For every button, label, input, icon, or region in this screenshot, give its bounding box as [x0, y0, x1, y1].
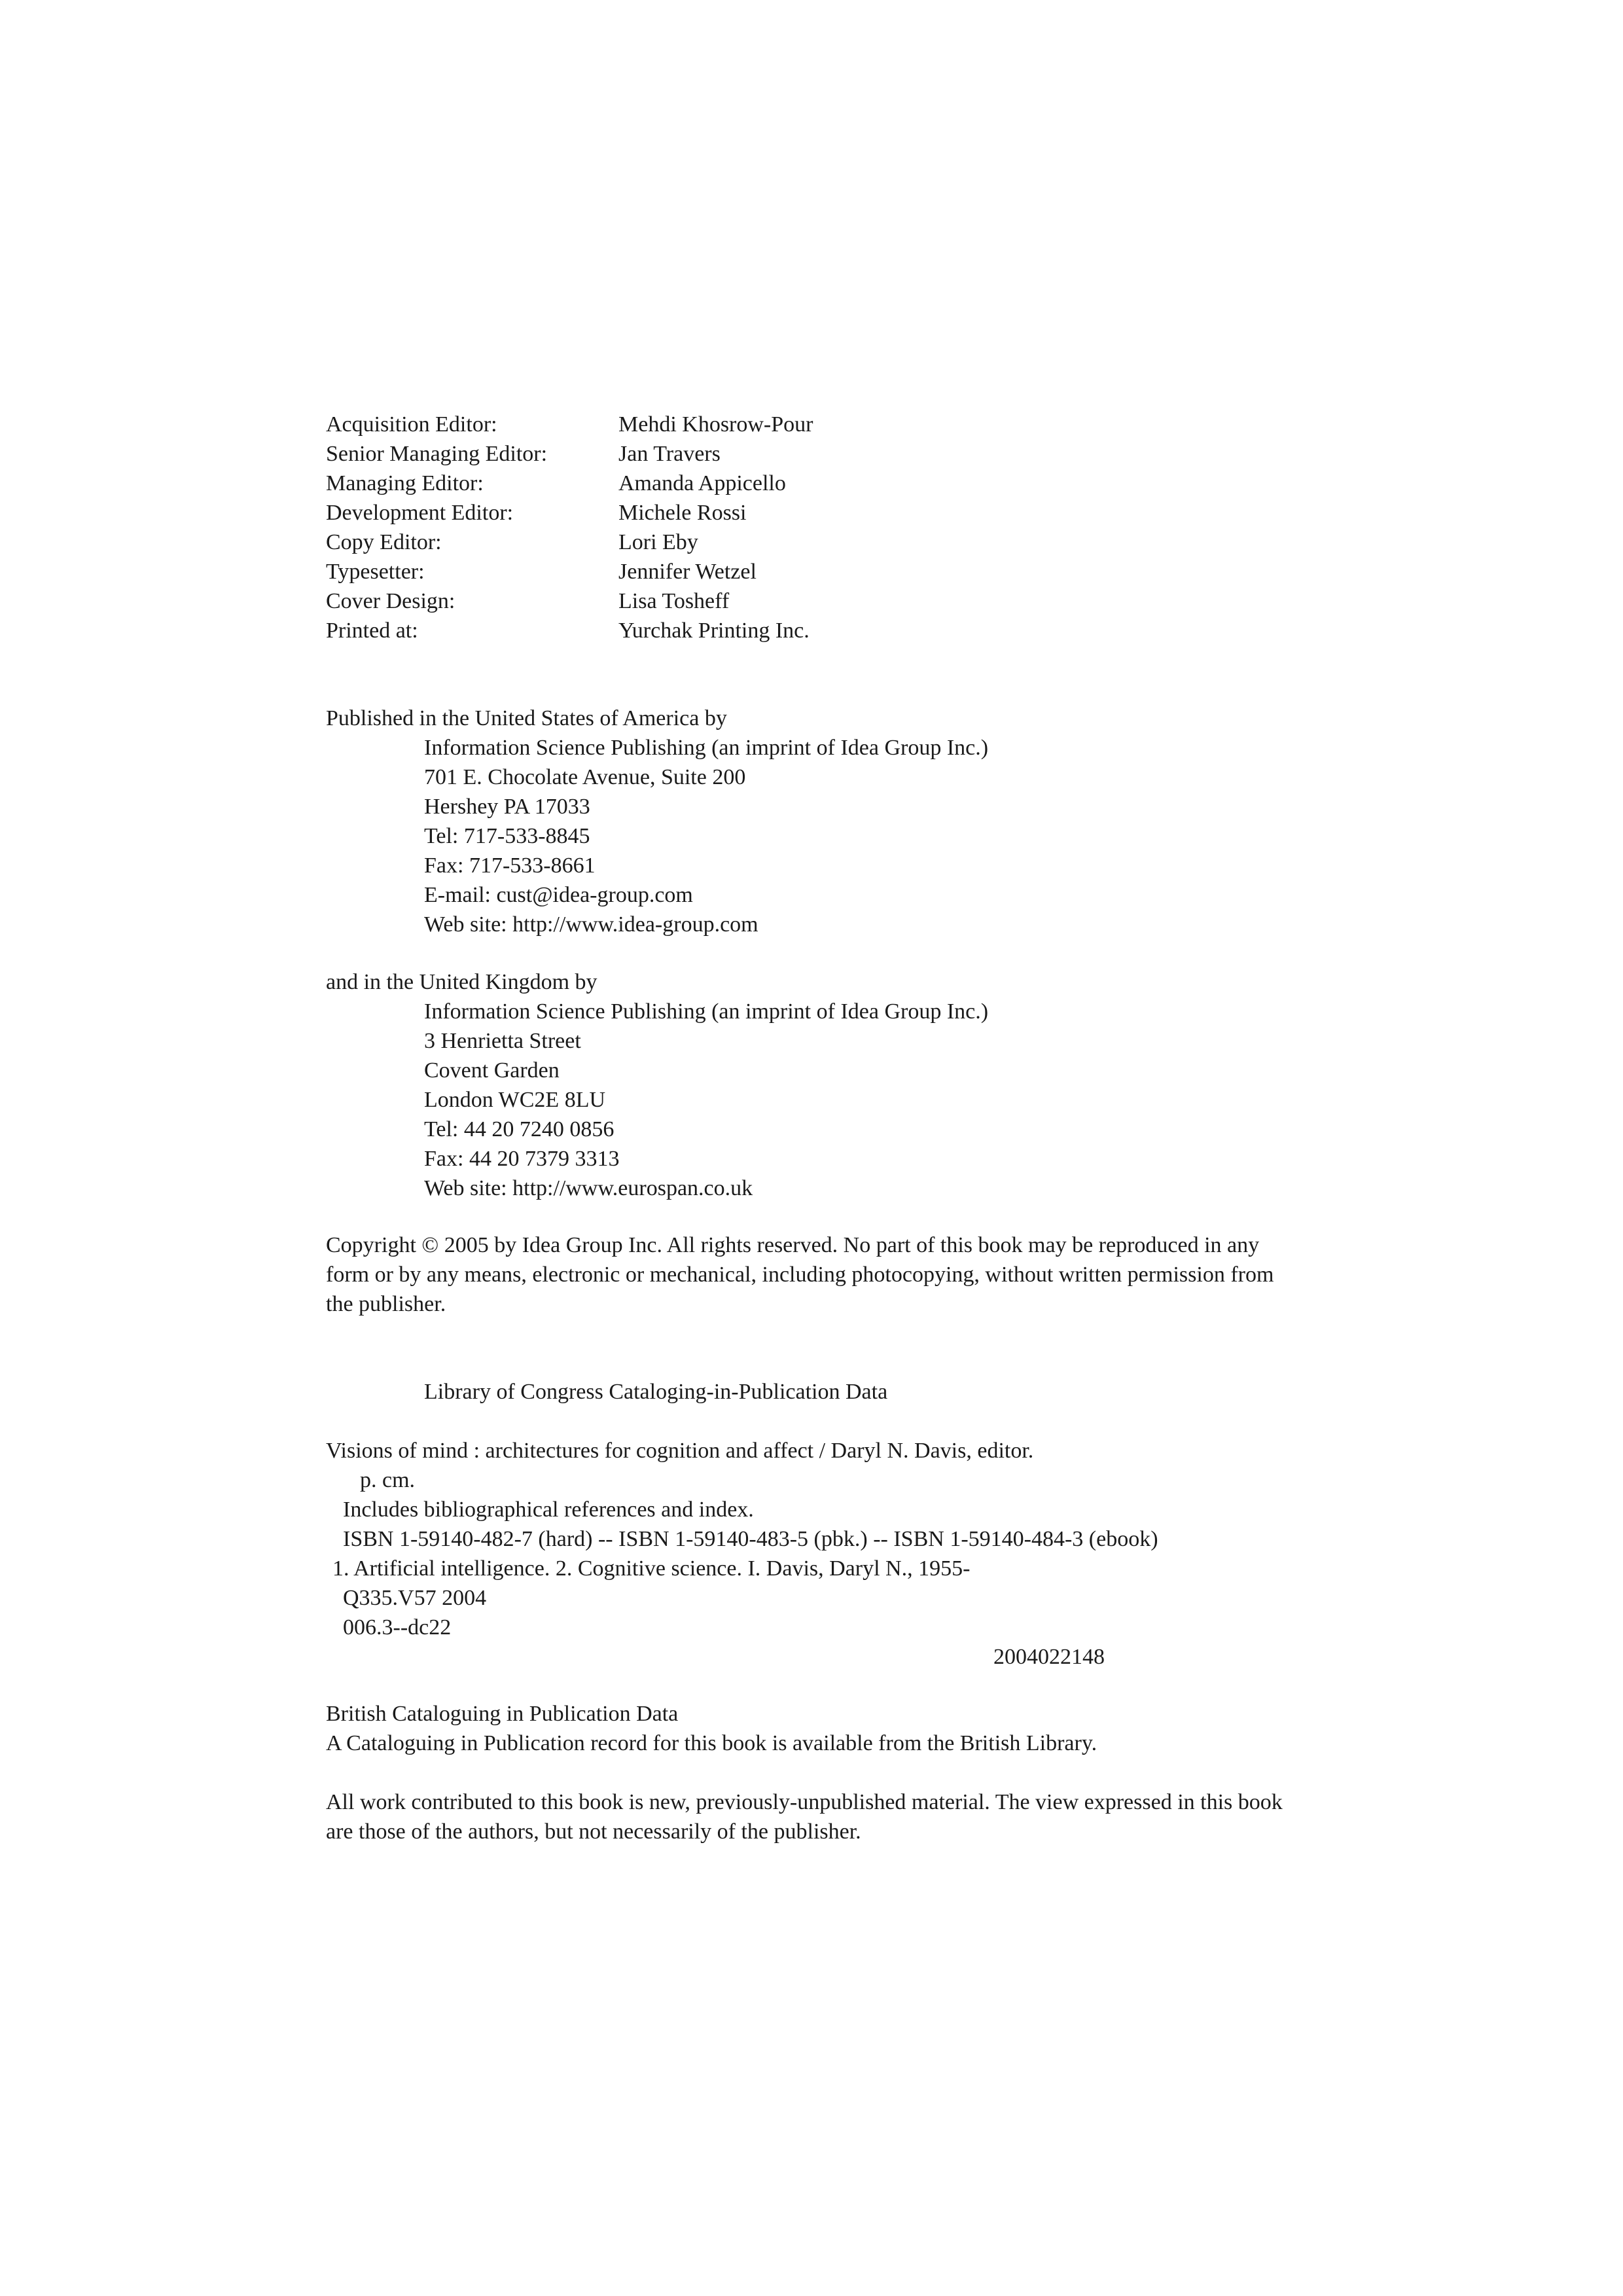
- credit-name: Michele Rossi: [618, 501, 747, 525]
- credit-name: Jan Travers: [618, 442, 721, 466]
- uk-fax: Fax: 44 20 7379 3313: [424, 1147, 620, 1171]
- uk-tel: Tel: 44 20 7240 0856: [424, 1117, 615, 1141]
- british-cip-block: [326, 1699, 1097, 1758]
- us-website: Web site: http://www.idea-group.com: [424, 912, 758, 937]
- us-publisher-heading: Published in the United States of America by: [326, 706, 727, 730]
- uk-publisher-name: Information Science Publishing (an imprint of Idea Group Inc.): [424, 999, 989, 1024]
- cip-record: [326, 1436, 1294, 1672]
- credit-row: [326, 557, 813, 586]
- uk-address-city: London WC2E 8LU: [424, 1088, 606, 1112]
- credit-role: Typesetter:: [326, 560, 425, 584]
- credit-row: [326, 586, 813, 616]
- us-tel: Tel: 717-533-8845: [424, 824, 590, 848]
- credit-row: [326, 616, 813, 645]
- credit-row: [326, 528, 813, 557]
- cip-pcm: p. cm.: [360, 1468, 416, 1492]
- credit-name: Amanda Appicello: [618, 471, 786, 495]
- uk-website: Web site: http://www.eurospan.co.uk: [424, 1176, 753, 1200]
- credit-row: [326, 439, 813, 469]
- loc-cip-heading: Library of Congress Cataloging-in-Publication Data: [424, 1380, 888, 1404]
- credit-name: Lisa Tosheff: [618, 589, 730, 613]
- uk-publisher-block: [326, 967, 988, 1203]
- credits-list: [326, 410, 813, 645]
- cip-title-line: Visions of mind : architectures for cognition and affect / Daryl N. Davis, editor.: [326, 1439, 1034, 1463]
- british-cip-heading: British Cataloguing in Publication Data: [326, 1702, 679, 1726]
- credit-name: Jennifer Wetzel: [618, 560, 757, 584]
- credit-role: Development Editor:: [326, 501, 514, 525]
- credit-role: Copy Editor:: [326, 530, 442, 554]
- us-publisher-name: Information Science Publishing (an imprint of Idea Group Inc.): [424, 736, 989, 760]
- cip-subjects: 1. Artificial intelligence. 2. Cognitive science. I. Davis, Daryl N., 1955-: [332, 1556, 971, 1581]
- cip-lc-class: Q335.V57 2004: [343, 1586, 487, 1610]
- credit-row: [326, 469, 813, 498]
- british-cip-text: A Cataloguing in Publication record for this book is available from the British Library.: [326, 1731, 1097, 1755]
- cip-isbn: ISBN 1-59140-482-7 (hard) -- ISBN 1-59140-483-5 (pbk.) -- ISBN 1-59140-484-3 (ebook): [343, 1527, 1158, 1551]
- cip-lccn: 2004022148: [993, 1645, 1105, 1669]
- us-address-street: 701 E. Chocolate Avenue, Suite 200: [424, 765, 746, 789]
- us-fax: Fax: 717-533-8661: [424, 853, 596, 878]
- us-address-city: Hershey PA 17033: [424, 795, 590, 819]
- credit-role: Cover Design:: [326, 589, 455, 613]
- uk-address-street: 3 Henrietta Street: [424, 1029, 581, 1053]
- copyright-notice: Copyright © 2005 by Idea Group Inc. All rights reserved. No part of this book may be reproduced in any form or by any means, electronic or mechanical, including photocopying, without written permission from the publisher.: [326, 1233, 1274, 1316]
- credit-name: Yurchak Printing Inc.: [618, 619, 810, 643]
- uk-address-area: Covent Garden: [424, 1058, 560, 1083]
- credit-role: Acquisition Editor:: [326, 412, 497, 437]
- credit-name: Mehdi Khosrow-Pour: [618, 412, 813, 437]
- credit-row: [326, 498, 813, 528]
- credit-role: Printed at:: [326, 619, 418, 643]
- us-publisher-block: [326, 704, 988, 939]
- uk-publisher-heading: and in the United Kingdom by: [326, 970, 597, 994]
- credit-role: Managing Editor:: [326, 471, 484, 495]
- all-work-notice: All work contributed to this book is new, previously-unpublished material. The view expressed in this book are those of the authors, but not necessarily of the publisher.: [326, 1790, 1283, 1844]
- cip-dewey: 006.3--dc22: [343, 1615, 452, 1640]
- us-email: E-mail: cust@idea-group.com: [424, 883, 693, 907]
- credit-row: [326, 410, 813, 439]
- credit-role: Senior Managing Editor:: [326, 442, 548, 466]
- credit-name: Lori Eby: [618, 530, 698, 554]
- cip-includes: Includes bibliographical references and index.: [343, 1498, 754, 1522]
